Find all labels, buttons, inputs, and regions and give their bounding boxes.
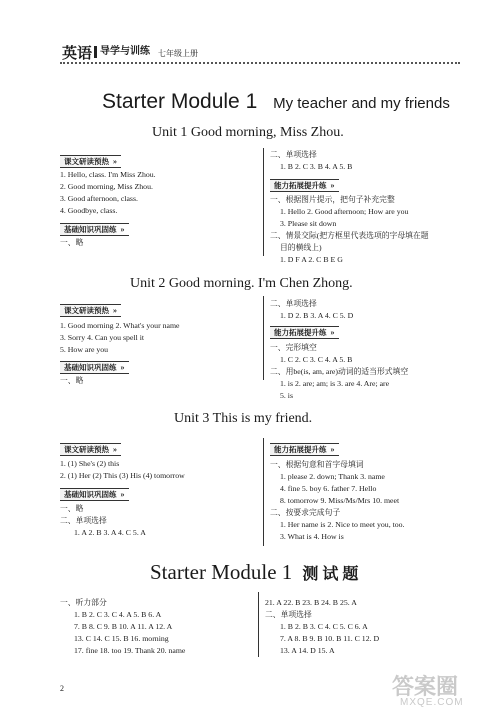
test-right-line: 13. A 14. D 15. A <box>280 646 335 655</box>
unit3-right-line: 1. Her name is 2. Nice to meet you, too. <box>280 520 405 529</box>
page-title <box>102 90 450 114</box>
test-left-line: 7. B 8. C 9. B 10. A 11. A 12. A <box>74 622 173 631</box>
test-left-line: 13. C 14. C 15. B 16. morning <box>74 634 169 643</box>
unit1-left-line: 1. Hello, class. I'm Miss Zhou. <box>60 170 156 179</box>
unit2-right-line: 1. D 2. B 3. A 4. C 5. D <box>280 311 354 320</box>
unit1-badge-extend: 能力拓展提升练 » <box>270 179 339 192</box>
unit3-right-line: 二、按要求完成句子 <box>270 508 341 517</box>
unit3-badge-preview: 课文研读预热 » <box>60 443 121 456</box>
unit2-title: Unit 2 Good morning. I'm Chen Zhong. <box>130 276 353 291</box>
unit1-left-line: 2. Good morning, Miss Zhou. <box>60 182 153 191</box>
unit3-right-line: 4. fine 5. boy 6. father 7. Hello <box>280 484 377 493</box>
unit1-right-line: 1. D F A 2. C B E G <box>280 255 343 264</box>
unit3-right-line: 8. tomorrow 9. Miss/Ms/Mrs 10. meet <box>280 496 400 505</box>
unit3-right-line: 一、根据句意和首字母填词 <box>270 460 364 469</box>
page-number: 2 <box>60 684 64 693</box>
unit2-right-line: 一、完形填空 <box>270 343 317 352</box>
unit1-left-after: 一、略 <box>60 238 84 247</box>
unit1-left-line: 3. Good afternoon, class. <box>60 194 138 203</box>
watermark-logo: 答案圈 <box>392 674 459 699</box>
unit1-right-line: 一、根据图片提示，把句子补充完整 <box>270 195 395 204</box>
header-divider <box>60 62 460 64</box>
unit3-left-line: 2. (1) Her (2) This (3) His (4) tomorrow <box>60 471 185 480</box>
page-title-sub: My teacher and my friends <box>273 95 450 112</box>
test-left-line: 17. fine 18. too 19. Thank 20. name <box>74 646 186 655</box>
page-title-main: Starter Module 1 <box>102 90 258 113</box>
unit2-right-line: 1. C 2. C 3. C 4. A 5. B <box>280 355 353 364</box>
unit2-right-line: 二、用be(is, am, are)动词的适当形式填空 <box>270 367 409 376</box>
unit3-left-line: 1. A 2. B 3. A 4. C 5. A <box>74 528 146 537</box>
unit1-title: Unit 1 Good morning, Miss Zhou. <box>152 125 344 140</box>
unit3-column-divider <box>263 438 264 546</box>
test-right-line: 7. A 8. B 9. B 10. B 11. C 12. D <box>280 634 380 643</box>
test-right-line: 二、单项选择 <box>265 610 312 619</box>
unit1-right-line: 1. Hello 2. Good afternoon; How are you <box>280 207 409 216</box>
unit3-title: Unit 3 This is my friend. <box>174 411 313 426</box>
unit3-right-line: 3. What is 4. How is <box>280 532 344 541</box>
test-left-line: 一、听力部分 <box>60 598 107 607</box>
unit3-right-line: 1. please 2. down; Thank 3. name <box>280 472 385 481</box>
header-grade: 七年级上册 <box>158 49 198 58</box>
test-title-main: Starter Module 1 <box>150 560 293 584</box>
unit1-badge-preview: 课文研读预热 » <box>60 155 121 168</box>
unit2-right-line: 1. is 2. are; am; is 3. are 4. Are; are <box>280 379 390 388</box>
unit2-left-line: 1. Good morning 2. What's your name <box>60 321 180 330</box>
unit2-column-divider <box>263 296 264 380</box>
test-title <box>150 560 362 585</box>
unit3-badge-extend: 能力拓展提升练 » <box>270 443 339 456</box>
unit2-badge-extend: 能力拓展提升练 » <box>270 326 339 339</box>
unit1-right-line: 1. B 2. C 3. B 4. A 5. B <box>280 162 353 171</box>
unit1-right-line: 二、情景交际(把方框里代表选项的字母填在题 <box>270 231 429 240</box>
test-left-line: 1. B 2. C 3. C 4. A 5. B 6. A <box>74 610 162 619</box>
unit2-badge-preview: 课文研读预热 » <box>60 304 121 317</box>
unit3-badge-basic: 基础知识巩固练 » <box>60 488 129 501</box>
test-column-divider <box>258 592 259 657</box>
unit1-right-line: 3. Please sit down <box>280 219 337 228</box>
unit2-left-line: 5. How are you <box>60 345 109 354</box>
test-right-line: 21. A 22. B 23. B 24. B 25. A <box>265 598 357 607</box>
watermark-url: MXQE.COM <box>400 697 464 708</box>
unit1-right-line: 二、单项选择 <box>270 150 317 159</box>
unit1-right-line: 目的横线上) <box>280 243 322 252</box>
unit2-right-line: 5. is <box>280 391 293 400</box>
unit2-badge-basic: 基础知识巩固练 » <box>60 361 129 374</box>
unit3-left-line: 1. (1) She's (2) this <box>60 459 120 468</box>
unit3-left-line: 一、略 <box>60 504 84 513</box>
unit2-left-after: 一、略 <box>60 376 84 385</box>
unit1-column-divider <box>263 148 264 256</box>
test-right-line: 1. B 2. B 3. C 4. C 5. C 6. A <box>280 622 368 631</box>
unit1-left-line: 4. Goodbye, class. <box>60 206 118 215</box>
unit2-left-line: 3. Sorry 4. Can you spell it <box>60 333 145 342</box>
test-title-cjk: 测试题 <box>302 566 363 583</box>
header-brand: 导学与训练 <box>94 46 150 58</box>
unit2-right-line: 二、单项选择 <box>270 299 317 308</box>
unit1-badge-basic: 基础知识巩固练 » <box>60 223 129 236</box>
unit3-left-line: 二、单项选择 <box>60 516 107 525</box>
header-subject: 英语 <box>62 46 93 62</box>
